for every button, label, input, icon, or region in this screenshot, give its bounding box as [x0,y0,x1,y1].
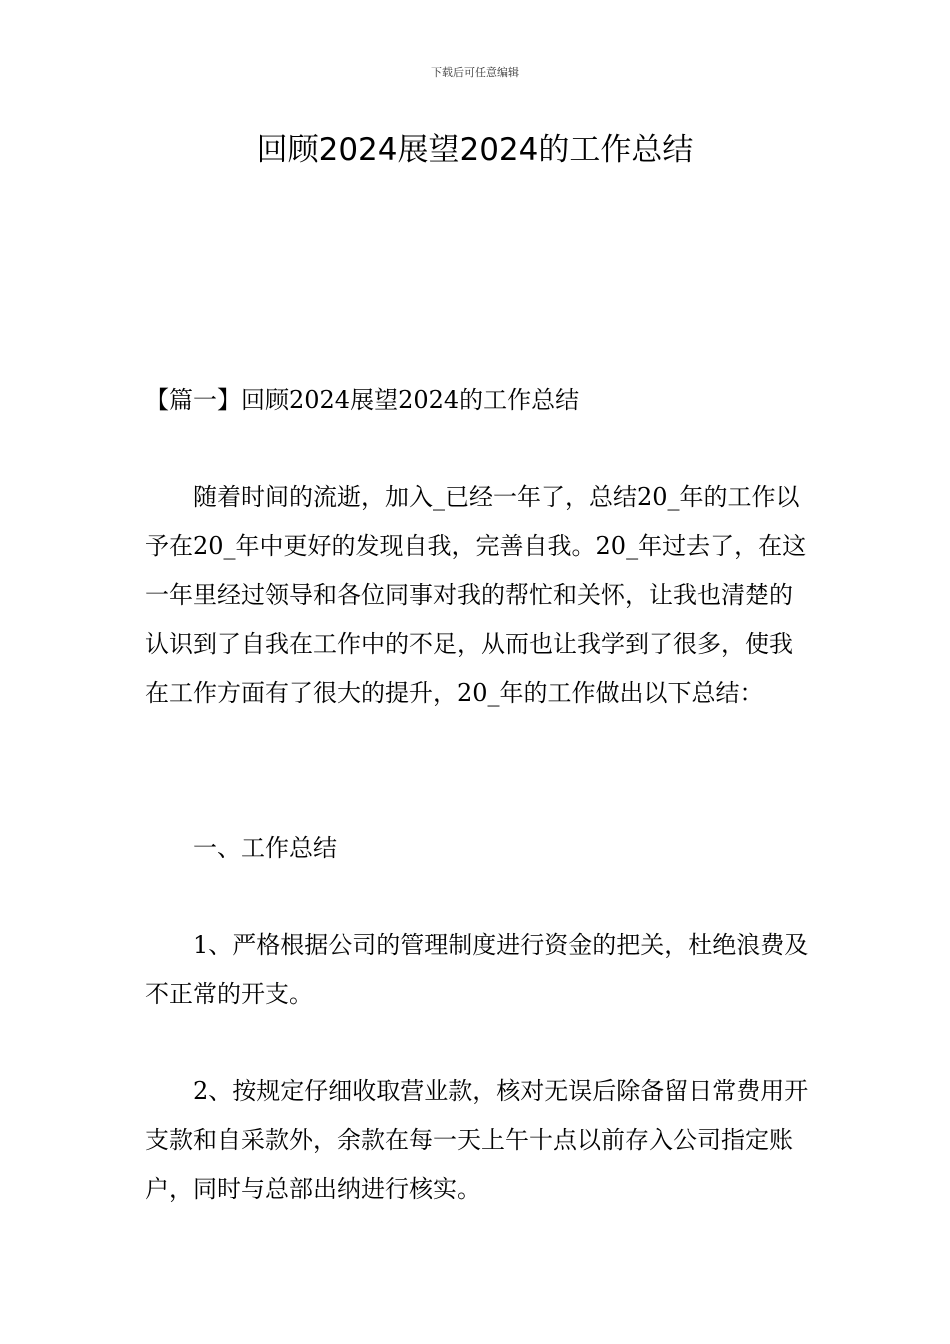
list-item-1: 1、严格根据公司的管理制度进行资金的把关，杜绝浪费及不正常的开支。 [145,931,809,1008]
header-note: 下载后可任意编辑 [431,66,519,79]
section-heading-work-summary: 一、工作总结 [193,834,337,862]
document-title: 回顾2024展望2024的工作总结 [256,132,694,168]
intro-paragraph: 随着时间的流逝，加入_已经一年了，总结20_年的工作以予在20_年中更好的发现自我，完善自我。20_年过去了，在这一年里经过领导和各位同事对我的帮忙和关怀，让我也清楚的认识到了自我在工作中的不足，从而也让我学到了很多，使我在工作方面有了很大的提升，20_年的工作做出以下总结： [145,483,807,707]
list-item-2: 2、按规定仔细收取营业款，核对无误后除备留日常费用开支款和自采款外，余款在每一天上午十点以前存入公司指定账户，同时与总部出纳进行核实。 [145,1077,809,1203]
section-title: 【篇一】回顾2024展望2024的工作总结 [145,386,580,414]
